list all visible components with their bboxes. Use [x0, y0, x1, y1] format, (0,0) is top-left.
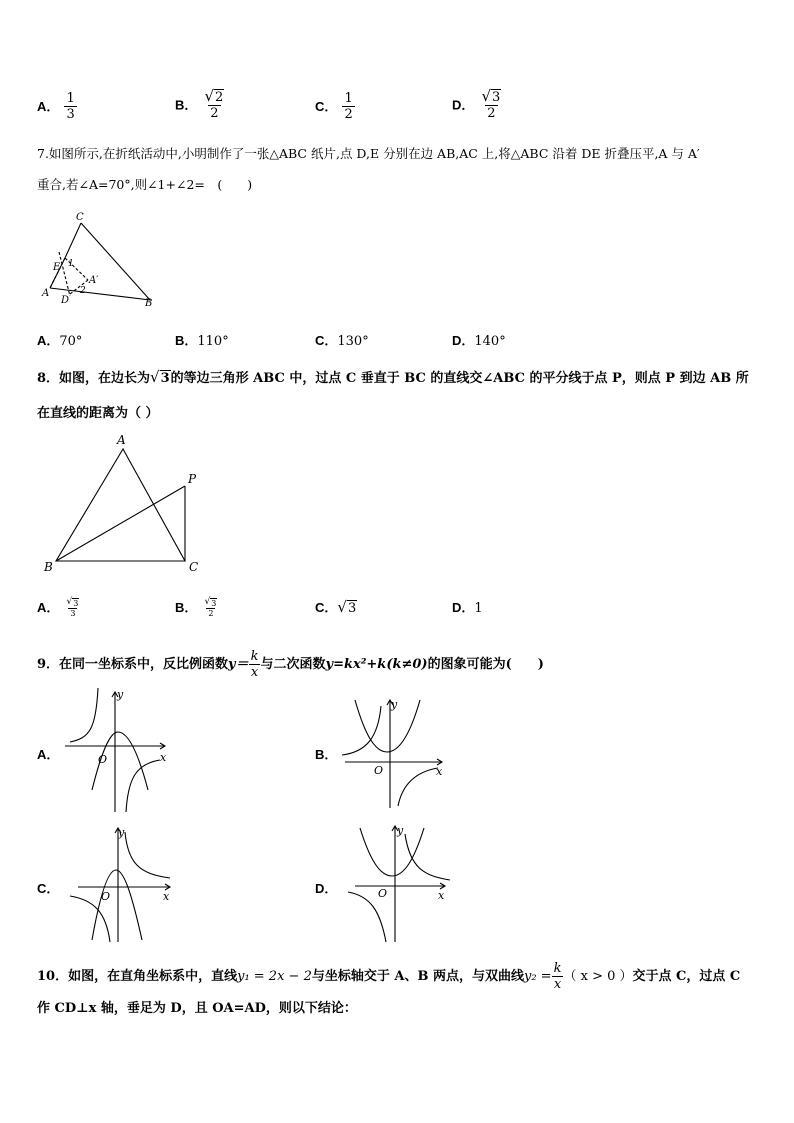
q9-d-x-label: x: [438, 889, 445, 902]
q9-a-y-label: y: [117, 688, 124, 701]
q7-label-2: 2: [80, 286, 86, 296]
option-letter: A．: [37, 99, 60, 114]
q9-option-b-letter[interactable]: B．: [315, 747, 338, 762]
q8-label-p: P: [188, 472, 197, 486]
q7-label-a: A: [42, 288, 50, 299]
q9-stem: 9．在同一坐标系中，反比例函数y＝ $\frac{k}{x}$ 与二次函数y=kx²+k(k≠0)的图象可能为( ): [37, 649, 544, 680]
fraction: $\frac{k}{x}$: [553, 961, 562, 992]
q9-graph-a: [65, 688, 165, 812]
fraction: √ 2 2: [204, 87, 224, 121]
q7-label-d: D: [61, 295, 70, 306]
q8-option-c[interactable]: C． √ 3: [315, 598, 357, 616]
fraction: $\frac{1}{3}$: [66, 91, 75, 122]
fraction: √ 3 3: [66, 597, 79, 618]
q9-b-x-label: x: [436, 765, 443, 778]
q8-label-b: B: [44, 560, 53, 574]
option-letter: D．: [452, 97, 475, 113]
q9-b-origin-label: O: [374, 764, 384, 777]
q8-stem-line2: 在直线的距离为（ ）: [37, 406, 159, 421]
q9-option-d-letter[interactable]: D．: [315, 881, 338, 896]
q7-option-d[interactable]: D．140°: [452, 333, 506, 349]
q7-label-1: 1: [68, 259, 74, 269]
q9-c-origin-label: O: [101, 890, 111, 903]
fraction: √ 3 2: [481, 87, 501, 121]
q10-stem-line2: 作 CD⊥x 轴，垂足为 D，且 OA=AD，则以下结论：: [37, 1001, 357, 1016]
q7-label-b: B: [145, 298, 153, 309]
q7-option-a[interactable]: A．70°: [37, 333, 83, 349]
fraction: $\frac{1}{2}$: [344, 91, 353, 122]
q9-graph-d: [348, 826, 450, 942]
q7-label-e: E: [53, 262, 61, 273]
q7-label-c: C: [76, 212, 84, 223]
fraction: √ 3 2: [204, 597, 217, 618]
q9-graph-c: [70, 828, 170, 942]
q9-c-x-label: x: [163, 890, 170, 903]
q9-c-y-label: y: [118, 826, 125, 839]
q7-option-c[interactable]: C．130°: [315, 333, 369, 349]
q9-d-origin-label: O: [378, 887, 388, 900]
q8-option-d[interactable]: D．1: [452, 600, 483, 616]
q8-label-a: A: [117, 433, 126, 447]
q8-option-a[interactable]: A． √ 3 3: [37, 597, 81, 618]
q9-d-y-label: y: [397, 824, 404, 837]
fraction: $\frac{k}{x}$: [250, 649, 259, 680]
q10-stem-line1: 10．如图，在直角坐标系中，直线y₁ = 2x − 2与坐标轴交于 A、B 两点，与双曲线y₂ = $\frac{k}{x}$ （ x > 0 ）交于点 C，过点 C: [37, 961, 741, 992]
q9-option-a-letter[interactable]: A．: [37, 747, 60, 762]
q9-a-origin-label: O: [98, 753, 108, 766]
option-letter: C．: [315, 99, 338, 114]
q8-label-c: C: [189, 560, 199, 574]
q8-stem-line1: 8．如图，在边长为 √ 3 的等边三角形 ABC 中，过点 C 垂直于 BC 的直线交∠ABC 的平分线于点 P，则点 P 到边 AB 所: [37, 368, 749, 386]
q9-b-y-label: y: [391, 698, 398, 711]
q9-option-c-letter[interactable]: C．: [37, 881, 60, 896]
option-letter: B．: [175, 97, 198, 113]
q7-stem-line1: 7.如图所示,在折纸活动中,小明制作了一张△ABC 纸片,点 D,E 分别在边 AB,AC 上,将△ABC 沿着 DE 折叠压平,A 与 A′: [37, 146, 700, 161]
q9-a-x-label: x: [160, 751, 167, 764]
q7-stem-line2: 重合,若∠A=70°,则∠1+∠2= ( ): [37, 177, 253, 192]
q7-option-b[interactable]: B．110°: [175, 333, 229, 349]
q9-graph-b: [342, 700, 442, 808]
q7-label-aprime: A′: [89, 275, 99, 286]
q8-option-b[interactable]: B． √ 3 2: [175, 597, 219, 618]
sqrt-3: √ 3: [150, 368, 170, 386]
